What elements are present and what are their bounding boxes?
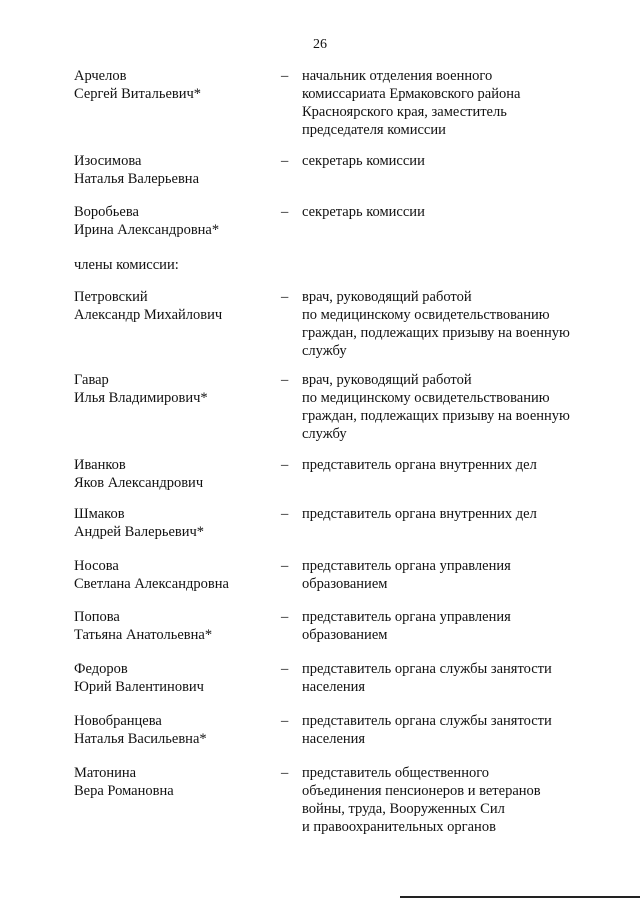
- member-role-line: представитель органа службы занятости: [302, 713, 552, 729]
- member-role-line: секретарь комиссии: [302, 204, 425, 220]
- member-surname: Попова: [74, 609, 120, 625]
- member-surname: Воробьева: [74, 204, 139, 220]
- member-role-line: председателя комиссии: [302, 122, 446, 138]
- page-number: 26: [313, 37, 327, 52]
- member-role-line: населения: [302, 679, 366, 695]
- member-surname: Арчелов: [74, 68, 127, 84]
- member-surname: Изосимова: [74, 153, 142, 169]
- member-role-line: объединения пенсионеров и ветеранов: [302, 783, 541, 799]
- member-given-name: Татьяна Анатольевна*: [74, 627, 213, 643]
- dash-separator: –: [281, 558, 289, 574]
- member-role-line: войны, труда, Вооруженных Сил: [302, 801, 505, 817]
- member-role-line: врач, руководящий работой: [302, 289, 472, 305]
- member-surname: Носова: [74, 558, 119, 574]
- member-given-name: Юрий Валентинович: [74, 679, 204, 695]
- member-given-name: Сергей Витальевич*: [74, 86, 202, 102]
- member-role-line: врач, руководящий работой: [302, 372, 472, 388]
- dash-separator: –: [281, 289, 289, 305]
- dash-separator: –: [281, 372, 289, 388]
- member-given-name: Яков Александрович: [74, 475, 204, 491]
- member-role-line: по медицинскому освидетельствованию: [302, 307, 550, 323]
- member-role-line: и правоохранительных органов: [302, 819, 496, 835]
- member-given-name: Наталья Васильевна*: [74, 731, 207, 747]
- member-surname: Новобранцева: [74, 713, 162, 729]
- member-role-line: Красноярского края, заместитель: [302, 104, 507, 120]
- member-role-line: населения: [302, 731, 366, 747]
- dash-separator: –: [281, 68, 289, 84]
- member-role-line: представитель органа управления: [302, 609, 511, 625]
- member-given-name: Вера Романовна: [74, 783, 174, 799]
- dash-separator: –: [281, 506, 289, 522]
- member-role-line: представитель общественного: [302, 765, 490, 781]
- dash-separator: –: [281, 661, 289, 677]
- member-surname: Матонина: [74, 765, 137, 781]
- member-role-line: представитель органа управления: [302, 558, 511, 574]
- member-role-line: граждан, подлежащих призыву на военную: [302, 408, 570, 424]
- member-surname: Федоров: [74, 661, 128, 677]
- member-surname: Петровский: [74, 289, 148, 305]
- dash-separator: –: [281, 457, 289, 473]
- dash-separator: –: [281, 204, 289, 220]
- member-role-line: начальник отделения военного: [302, 68, 493, 84]
- member-role-line: образованием: [302, 627, 388, 643]
- footer-rule: [400, 896, 640, 898]
- member-given-name: Андрей Валерьевич*: [74, 524, 205, 540]
- member-surname: Гавар: [74, 372, 109, 388]
- member-role-line: по медицинскому освидетельствованию: [302, 390, 550, 406]
- member-role-line: комиссариата Ермаковского района: [302, 86, 521, 102]
- dash-separator: –: [281, 765, 289, 781]
- member-surname: Иванков: [74, 457, 126, 473]
- member-given-name: Александр Михайлович: [74, 307, 223, 323]
- member-role-line: секретарь комиссии: [302, 153, 425, 169]
- dash-separator: –: [281, 153, 289, 169]
- member-given-name: Светлана Александровна: [74, 576, 229, 592]
- member-role-line: службу: [302, 343, 347, 359]
- dash-separator: –: [281, 713, 289, 729]
- dash-separator: –: [281, 609, 289, 625]
- member-given-name: Илья Владимирович*: [74, 390, 208, 406]
- members-heading: члены комиссии:: [74, 257, 179, 273]
- member-surname: Шмаков: [74, 506, 125, 522]
- member-role-line: представитель органа внутренних дел: [302, 506, 537, 522]
- member-role-line: образованием: [302, 576, 388, 592]
- member-given-name: Ирина Александровна*: [74, 222, 220, 238]
- member-role-line: представитель органа службы занятости: [302, 661, 552, 677]
- member-role-line: службу: [302, 426, 347, 442]
- member-role-line: граждан, подлежащих призыву на военную: [302, 325, 570, 341]
- member-given-name: Наталья Валерьевна: [74, 171, 199, 187]
- member-role-line: представитель органа внутренних дел: [302, 457, 537, 473]
